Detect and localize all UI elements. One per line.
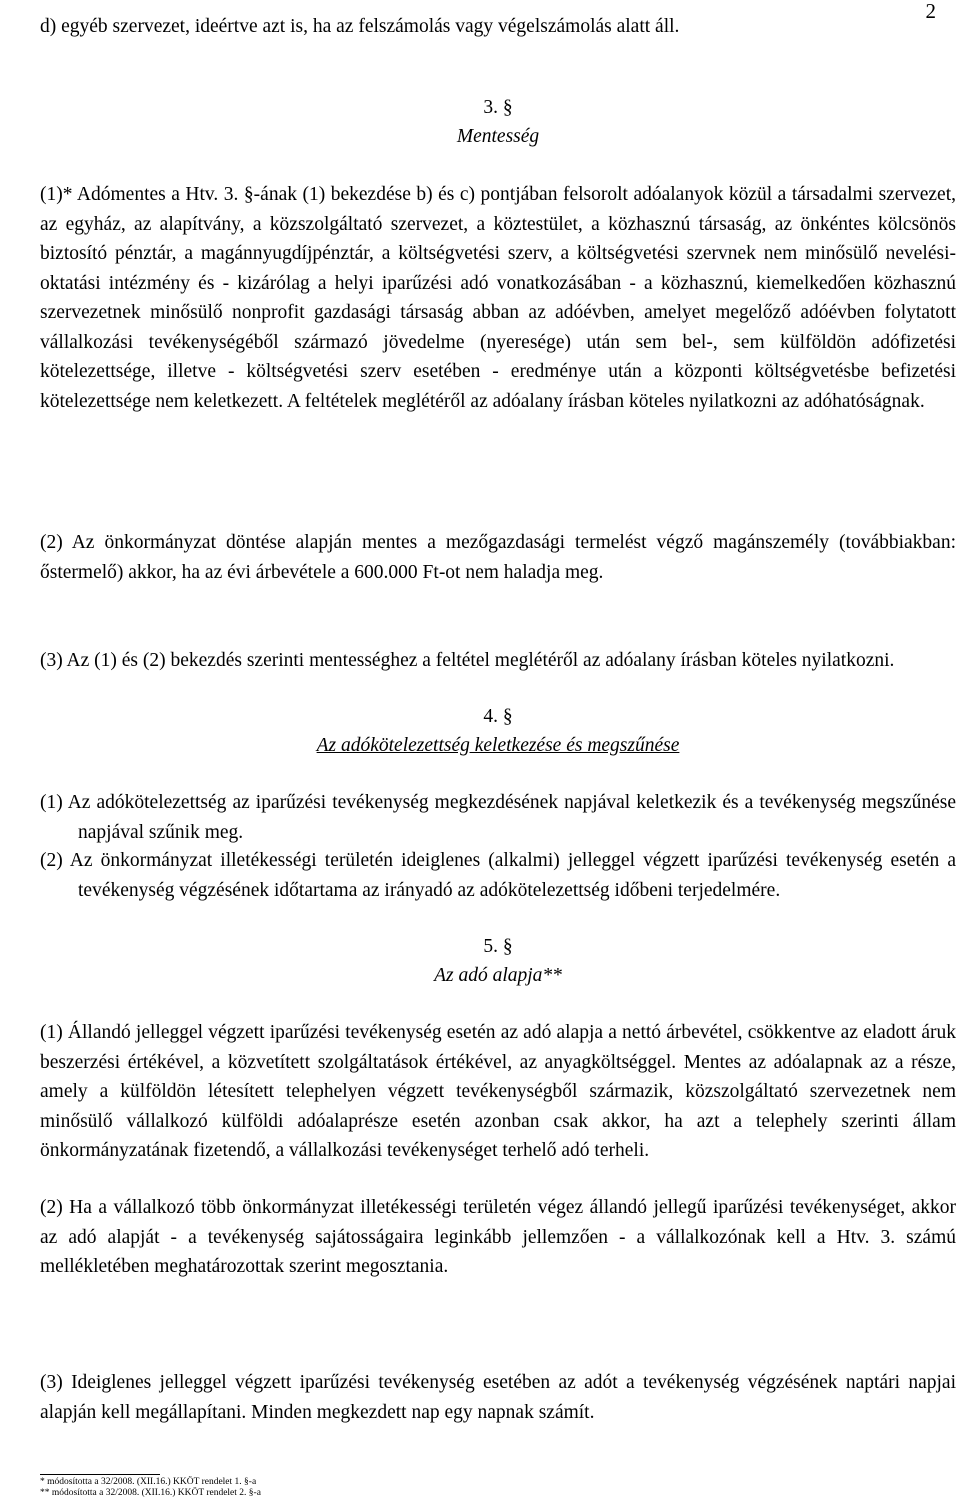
section-5-paragraph-3: (3) Ideiglenes jelleggel végzett iparűzési tevékenység esetében az adót a tevékenység végzésének naptári napjai alapján kell megállapítani. Minden megkezdett nap egy napnak számít. xyxy=(40,1372,956,1423)
footnote-divider xyxy=(40,1474,160,1475)
footnote-2: ** módosította a 32/2008. (XII.16.) KKÖT rendelet 2. §-a xyxy=(40,1488,261,1498)
footnote-1: * módosította a 32/2008. (XII.16.) KKÖT rendelet 1. §-a xyxy=(40,1477,257,1487)
intro-line: d) egyéb szervezet, ideértve azt is, ha az felszámolás vagy végelszámolás alatt áll. xyxy=(40,16,680,37)
section-3-paragraph-2: (2) Az önkormányzat döntése alapján mentes a mezőgazdasági termelést végző magánszemély (továbbiakban: őstermelő) akkor, ha az évi árbevétele a 600.000 Ft-ot nem haladja meg. xyxy=(40,532,956,583)
section-5-number: 5. § xyxy=(483,936,513,957)
section-4-paragraph-2: (2) Az önkormányzat illetékességi területén ideiglenes (alkalmi) jelleggel végzett iparűzési tevékenység esetén a tevékenység végzésének időtartama az irányadó az adókötelezettség időbeni terjedelmére. xyxy=(40,850,956,901)
section-4-title: Az adókötelezettség keletkezése és megszűnése xyxy=(316,735,680,756)
section-3-title: Mentesség xyxy=(456,126,540,147)
section-4-number: 4. § xyxy=(483,706,513,727)
section-5-paragraph-1: (1) Állandó jelleggel végzett iparűzési tevékenység esetén az adó alapja a nettó árbevétel, csökkentve az eladott áruk beszerzési értékével, a közvetített szolgáltatások értékével, az anyagköltséggel. Mentes az adóalapnak az a része, amely a külföldön létesített telephelyen végzett tevékenységből származik, közszolgáltató szervezetnek nem minősülő vállalkozó külföldi adóalaprésze esetén azonban csak akkor, ha azt a telephely szerinti állam önkormányzatának fizetendő, a vállalkozási tevékenységet terhelő adó terheli. xyxy=(40,1022,956,1161)
section-5-title: Az adó alapja** xyxy=(434,965,562,986)
page-number: 2 xyxy=(925,0,936,23)
section-5-paragraph-2: (2) Ha a vállalkozó több önkormányzat illetékességi területén végez állandó jellegű iparűzési tevékenységet, akkor az adó alapját - a tevékenység sajátosságaira leginkább jellemzően - a vállalkozónak kell a Htv. 3. számú mellékletében meghatározottak szerint megosztania. xyxy=(40,1197,956,1277)
section-3-paragraph-1: (1)* Adómentes a Htv. 3. §-ának (1) bekezdése b) és c) pontjában felsorolt adóalanyok közül a társadalmi szervezet, az egyház, az alapítvány, a közszolgáltató szervezet, a köztestület, a közhasznú társaság, az önkéntes kölcsönös biztosító pénztár, a magánnyugdíjpénztár, a költségvetési szerv, a költségvetési szervnek nem minősülő nevelési-oktatási intézmény és - kizárólag a helyi iparűzési adó vonatkozásában - a közhasznú, kiemelkedően közhasznú szervezetnek minősülő nonprofit gazdasági társaság abban az adóévben, amelyet megelőző adóévben folytatott vállalkozási tevékenységéből származó jövedelme (nyeresége) után sem bel-, sem külföldön adófizetési kötelezettsége, illetve - költségvetési szerv esetében - eredménye után a központi költségvetésbe befizetési kötelezettsége nem keletkezett. A feltételek meglétéről az adóalany írásban köteles nyilatkozni az adóhatóságnak. xyxy=(40,184,956,412)
section-4-paragraph-1: (1) Az adókötelezettség az iparűzési tevékenység megkezdésének napjával keletkezik és a tevékenység megszűnése napjával szűnik meg. xyxy=(40,792,956,843)
section-3-number: 3. § xyxy=(483,97,513,118)
section-3-paragraph-3: (3) Az (1) és (2) bekezdés szerinti mentességhez a feltétel meglétéről az adóalany írásban köteles nyilatkozni. xyxy=(40,650,895,671)
